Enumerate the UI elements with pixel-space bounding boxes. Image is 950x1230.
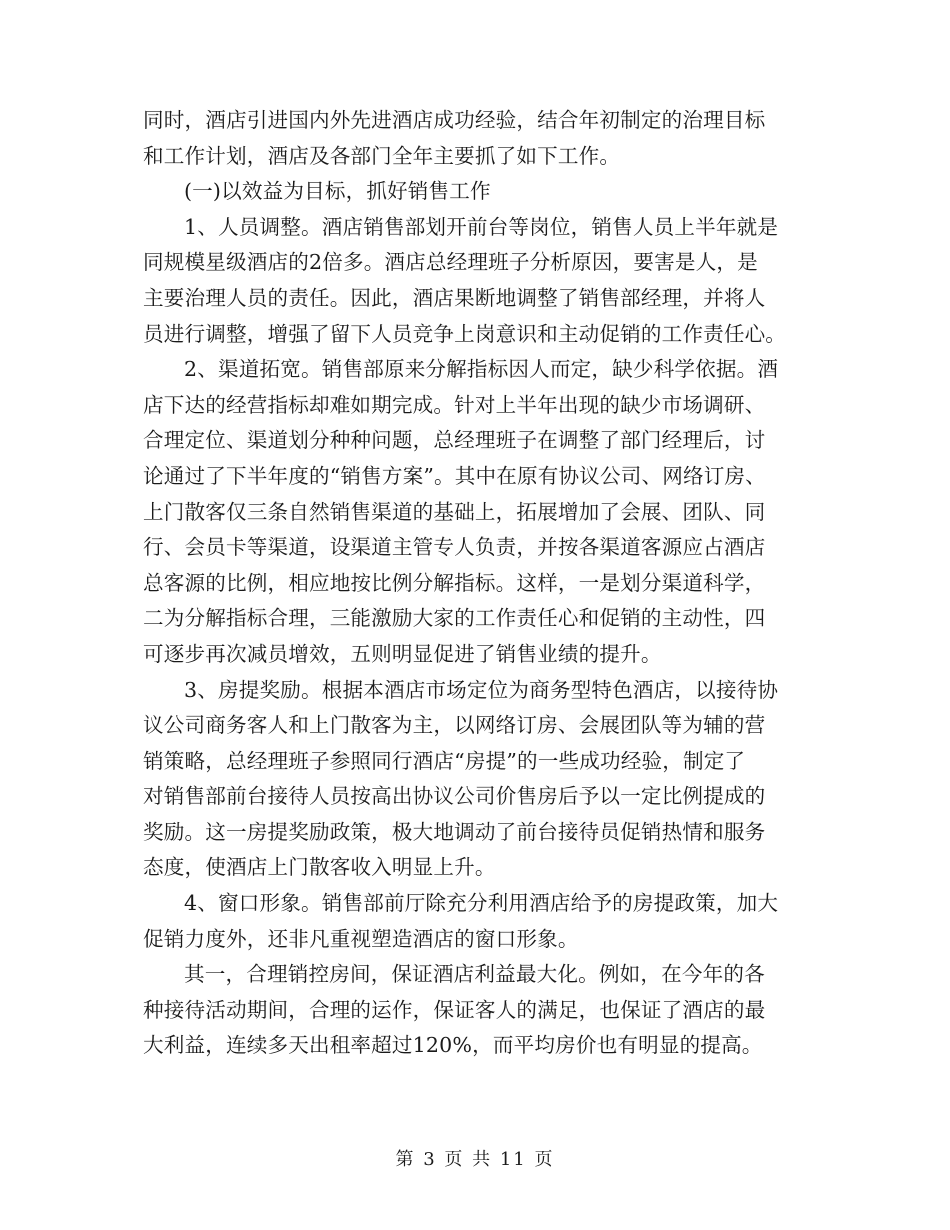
text-line: 可逐步再次减员增效，五则明显促进了销售业绩的提升。 (143, 641, 662, 666)
text-line: 奖励。这一房提奖励政策，极大地调动了前台接待员促销热情和服务 (143, 819, 766, 844)
text-line: 主要治理人员的责任。因此，酒店果断地调整了销售部经理，并将人 (143, 285, 766, 310)
text-line: 大利益，连续多天出租率超过120%，而平均房价也有明显的提高。 (143, 1033, 763, 1058)
text-line: 3、房提奖励。根据本酒店市场定位为商务型特色酒店，以接待协 (184, 677, 779, 702)
text-line: 同时，酒店引进国内外先进酒店成功经验，结合年初制定的治理目标 (143, 108, 766, 132)
text-line: 种接待活动期间，合理的运作，保证客人的满足，也保证了酒店的最 (143, 997, 766, 1022)
text-line: 店下达的经营指标却难如期完成。针对上半年出现的缺少市场调研、 (143, 392, 766, 417)
text-line: 同规模星级酒店的2倍多。酒店总经理班子分析原因，要害是人，是 (143, 250, 758, 275)
text-line: 其一，合理销控房间，保证酒店利益最大化。例如，在今年的各 (184, 962, 765, 987)
text-line: 员进行调整，增强了留下人员竞争上岗意识和主动促销的工作责任心。 (143, 321, 787, 346)
text-line: (一)以效益为目标，抓好销售工作 (184, 179, 491, 204)
document-body (143, 103, 807, 1064)
page-footer: 第 3 页 共 11 页 (395, 1149, 555, 1170)
text-line: 2、渠道拓宽。销售部原来分解指标因人而定，缺少科学依据。酒 (184, 357, 779, 382)
text-line: 态度，使酒店上门散客收入明显上升。 (143, 855, 496, 880)
text-line: 合理定位、渠道划分种种问题，总经理班子在调整了部门经理后，讨 (143, 428, 766, 453)
text-line: 二为分解指标合理，三能激励大家的工作责任心和促销的主动性，四 (143, 606, 766, 631)
text-line: 销策略，总经理班子参照同行酒店“房提”的一些成功经验，制定了 (143, 748, 746, 773)
text-line: 总客源的比例，相应地按比例分解指标。这样，一是划分渠道科学， (143, 570, 766, 595)
text-line: 论通过了下半年度的“销售方案”。其中在原有协议公司、网络订房、 (143, 463, 766, 488)
text-line: 议公司商务客人和上门散客为主，以网络订房、会展团队等为辅的营 (143, 713, 766, 738)
text-line: 行、会员卡等渠道，设渠道主管专人负责，并按各渠道客源应占酒店 (143, 535, 766, 560)
text-line: 对销售部前台接待人员按高出协议公司价售房后予以一定比例提成的 (143, 784, 766, 809)
text-line: 1、人员调整。酒店销售部划开前台等岗位，销售人员上半年就是 (184, 214, 779, 239)
text-line: 4、窗口形象。销售部前厅除充分利用酒店给予的房提政策，加大 (184, 891, 779, 916)
text-line: 上门散客仅三条自然销售渠道的基础上，拓展增加了会展、团队、同 (143, 499, 766, 524)
text-line: 和工作计划，酒店及各部门全年主要抓了如下工作。 (143, 143, 621, 168)
text-line: 促销力度外，还非凡重视塑造酒店的窗口形象。 (143, 926, 579, 951)
